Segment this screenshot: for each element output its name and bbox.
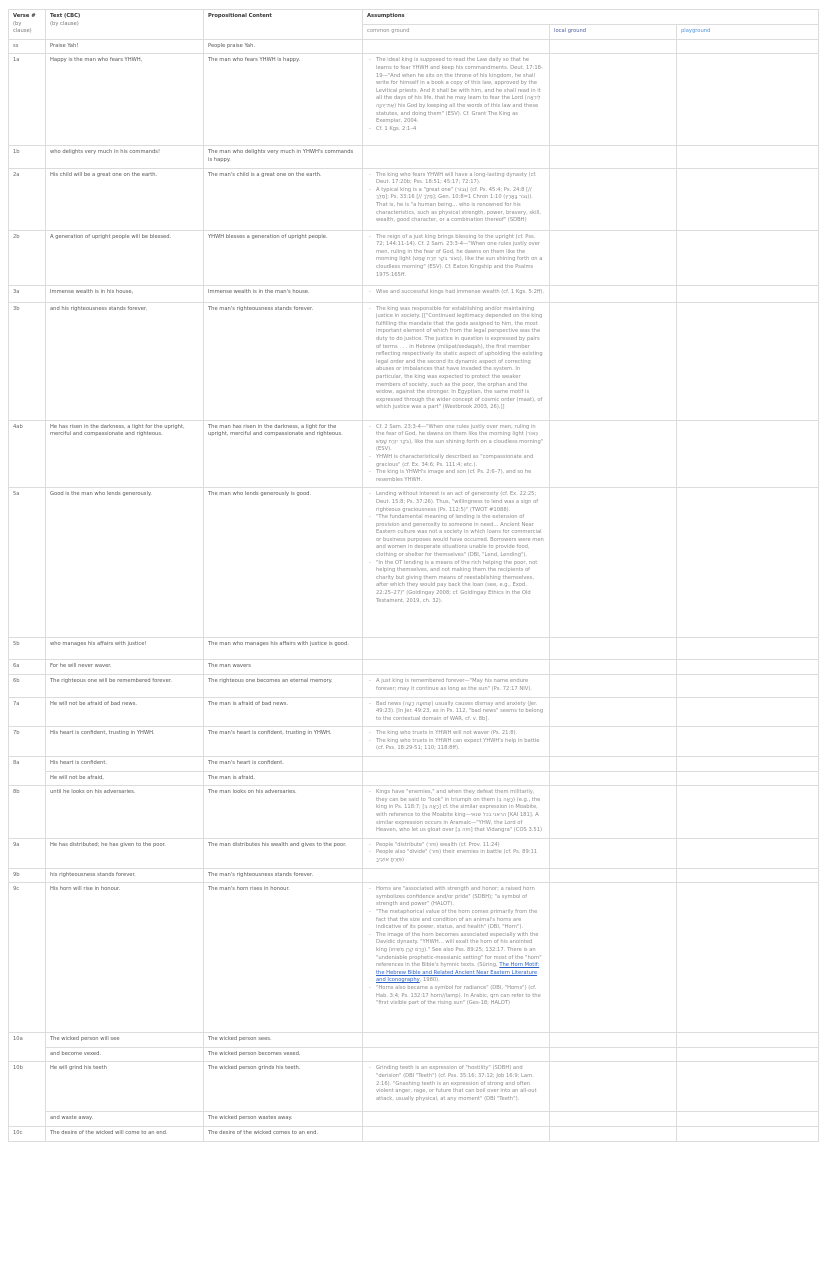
table-row — [9, 1062, 819, 1112]
common-ground-cell — [363, 168, 550, 230]
local-ground-cell[interactable] — [550, 1126, 677, 1141]
table-row — [9, 757, 819, 772]
assumption-text: Lending without interest is an act of generosity (cf. Ex. 22:25; Deut. 15:8; Ps. 37:26). Thus, "willingness to lend was a sign of righteous graciousness (Ps. 112:5)" (TWOT #1088). — [376, 491, 539, 513]
table-row — [9, 1126, 819, 1141]
table-row — [9, 420, 819, 488]
text-cell: His child will be a great one on the earth. — [46, 168, 204, 230]
text-cell: Praise Yah! — [46, 39, 204, 54]
propositional-cell: The man has risen in the darkness, a light for the upright, merciful and compassionate and righteous. — [204, 420, 363, 488]
table-row — [9, 1033, 819, 1048]
propositional-cell: The man's righteousness stands forever. — [204, 868, 363, 883]
header-text: Text (CBC) (by clause) — [46, 10, 204, 40]
table-row — [9, 1112, 819, 1127]
table-row — [9, 675, 819, 697]
playground-cell[interactable] — [677, 1062, 819, 1112]
table-row — [9, 39, 819, 54]
text-cell: He will not be afraid of bad news. — [46, 697, 204, 727]
text-cell: His heart is confident. — [46, 757, 204, 772]
playground-cell[interactable] — [677, 638, 819, 660]
assumption-item — [376, 730, 545, 738]
table-row — [9, 302, 819, 420]
assumption-item — [376, 678, 545, 693]
header-playground[interactable]: playground — [677, 24, 819, 39]
propositional-cell: The man is afraid of bad news. — [204, 697, 363, 727]
local-ground-cell[interactable] — [550, 285, 677, 302]
assumption-item — [376, 424, 545, 454]
text-cell: Immense wealth is in his house, — [46, 285, 204, 302]
assumption-text: A just king is remembered forever—"May his name endure forever; may it continue as long as the sun" (Ps. 72:17 NIV). — [376, 678, 532, 692]
text-cell: For he will never waver. — [46, 660, 204, 675]
assumption-item — [376, 126, 545, 134]
common-ground-cell — [363, 868, 550, 883]
text-cell: His heart is confident, trusting in YHWH. — [46, 727, 204, 757]
assumption-list — [367, 789, 545, 835]
local-ground-cell[interactable] — [550, 54, 677, 146]
verse-cell: 5b — [9, 638, 46, 660]
common-ground-cell — [363, 230, 550, 285]
playground-cell[interactable] — [677, 54, 819, 146]
assumption-item — [376, 909, 545, 932]
table-row — [9, 638, 819, 660]
local-ground-cell[interactable] — [550, 420, 677, 488]
reference-link[interactable]: The Horn Motif: the Hebrew Bible and Related Ancient Near Eastern Literature and Iconography — [376, 962, 540, 984]
common-ground-cell — [363, 54, 550, 146]
common-ground-cell — [363, 302, 550, 420]
common-ground-cell — [363, 420, 550, 488]
propositional-cell: The man's heart is confident, trusting in YHWH. — [204, 727, 363, 757]
propositional-cell: Immense wealth is in the man's house. — [204, 285, 363, 302]
text-cell: who manages his affairs with justice! — [46, 638, 204, 660]
assumption-text: The king who trusts in YHWH will not waver (Ps. 21:8). — [376, 730, 518, 737]
assumption-text: The reign of a just king brings blessing to the upright (cf. Pss. 72; 144:11-14). Cf. 2 Sam. 23:3-4—"When one rules justly over men, ruling in the fear of God, he dawns on them like the morning light (כְּאוֹר בֹּקֶר יִזְרַח שָׁמֶשׁ), like the sun shining forth on a cloudless morning" (ESV). Cf. Eaton Kingship and the Psalms 1975:165ff. — [376, 233, 543, 278]
common-ground-cell — [363, 1126, 550, 1141]
assumption-text: "The fundamental meaning of lending is the extension of provision and generosity to someone in need… Ancient Near Eastern culture was not a society in which loans for commercial or business purposes would have occurred. Borrowers were men and women in desperate situations unable to provide food, clothing or shelter for themselves" (DBI, "Lend, Lending"). — [376, 514, 544, 559]
table-row — [9, 146, 819, 168]
propositional-cell: The man looks on his adversaries. — [204, 786, 363, 839]
playground-cell[interactable] — [677, 1112, 819, 1127]
text-cell: The righteous one will be remembered forever. — [46, 675, 204, 697]
playground-cell[interactable] — [677, 883, 819, 1033]
text-cell: The desire of the wicked will come to an end. — [46, 1126, 204, 1141]
text-cell: until he looks on his adversaries. — [46, 786, 204, 839]
playground-cell[interactable] — [677, 786, 819, 839]
verse-cell: 7b — [9, 727, 46, 757]
verse-cell: 9a — [9, 838, 46, 868]
local-ground-cell[interactable] — [550, 1112, 677, 1127]
local-ground-cell[interactable] — [550, 868, 677, 883]
assumption-list — [367, 842, 545, 865]
verse-cell: 6a — [9, 660, 46, 675]
assumption-text: The king who trusts in YHWH can expect YHWH's help in battle (cf. Pss. 18:29-51; 110; 118:8ff). — [376, 737, 540, 752]
verse-cell: 10b — [9, 1062, 46, 1127]
common-ground-cell — [363, 697, 550, 727]
local-ground-cell[interactable] — [550, 1033, 677, 1048]
propositional-cell: The man who manages his affairs with justice is good. — [204, 638, 363, 660]
assumption-text: "In the OT lending is a means of the rich helping the poor, not helping themselves, and not making them the recipients of charity but giving them means of reestablishing themselves, after which they would pay back the loan (see, e.g., Exod. 22:25–27)" (Goldingay 2008; cf. Goldingay Ethics in the Old Testament, 2019, ch. 32). — [376, 559, 538, 604]
assumption-list — [367, 886, 545, 1008]
propositional-cell: The man who lends generously is good. — [204, 488, 363, 638]
common-ground-cell — [363, 838, 550, 868]
assumption-list — [367, 701, 545, 724]
assumption-item — [376, 57, 545, 125]
local-ground-cell[interactable] — [550, 1047, 677, 1062]
verse-cell: 7a — [9, 697, 46, 727]
table-row — [9, 697, 819, 727]
assumption-item — [376, 306, 545, 412]
text-cell: Happy is the man who fears YHWH, — [46, 54, 204, 146]
verse-cell: 1b — [9, 146, 46, 168]
local-ground-cell[interactable] — [550, 786, 677, 839]
common-ground-cell — [363, 488, 550, 638]
local-ground-cell[interactable] — [550, 230, 677, 285]
assumption-list — [367, 172, 545, 225]
header-text-sub: (by clause) — [50, 20, 79, 27]
verse-cell: 10c — [9, 1126, 46, 1141]
text-cell: He will grind his teeth — [46, 1062, 204, 1112]
verse-cell: 3a — [9, 285, 46, 302]
local-ground-cell[interactable] — [550, 771, 677, 786]
common-ground-cell — [363, 883, 550, 1033]
assumption-item — [376, 560, 545, 606]
verse-cell: 3b — [9, 302, 46, 420]
assumption-text: Cf. 1 Kgs. 2:1–4 — [376, 125, 417, 132]
assumption-item — [376, 886, 545, 909]
propositional-cell: The man's righteousness stands forever. — [204, 302, 363, 420]
text-cell: who delights very much in his commands! — [46, 146, 204, 168]
verse-cell: 4ab — [9, 420, 46, 488]
assumption-item — [376, 842, 545, 850]
propositional-cell: The man is afraid. — [204, 771, 363, 786]
playground-cell[interactable] — [677, 675, 819, 697]
table-row — [9, 285, 819, 302]
common-ground-cell — [363, 146, 550, 168]
local-ground-cell[interactable] — [550, 757, 677, 772]
propositional-cell: The man wavers — [204, 660, 363, 675]
assumption-item — [376, 1065, 545, 1103]
propositional-cell: The man's horn rises in honour. — [204, 883, 363, 1033]
assumption-text: Horns are "associated with strength and honor; a raised horn symbolizes confidence and/or pride" (SDBH); "a symbol of strength and power" (HALOT). — [376, 886, 535, 908]
verse-cell: 8b — [9, 786, 46, 839]
text-cell: He has distributed; he has given to the poor. — [46, 838, 204, 868]
assumption-text: Grinding teeth is an expression of "hostility" (SDBH) and "derision" (DBI "Teeth") (cf. Pss. 35:16; 37:12; Job 16:9; Lam. 2:16). "Gnashing teeth is an expression of strong and often violent anger, rage, or future that can boil over into an all-out attack, usually physical, at any moment" (DBI "Teeth"). — [376, 1065, 537, 1102]
playground-cell[interactable] — [677, 727, 819, 757]
propositional-cell: The man's heart is confident. — [204, 757, 363, 772]
assumption-item — [376, 187, 545, 225]
local-ground-cell[interactable] — [550, 39, 677, 54]
propositional-cell: The man who fears YHWH is happy. — [204, 54, 363, 146]
text-cell: Good is the man who lends generously. — [46, 488, 204, 638]
propositional-cell: People praise Yah. — [204, 39, 363, 54]
assumption-text: People "distribute" (פזר) wealth (cf. Prov. 11:24) — [376, 841, 500, 848]
assumption-item — [376, 701, 545, 724]
propositional-cell: The wicked person sees. — [204, 1033, 363, 1048]
local-ground-cell[interactable] — [550, 488, 677, 638]
assumption-item — [376, 849, 545, 864]
assumption-item — [376, 491, 545, 514]
playground-cell[interactable] — [677, 302, 819, 420]
local-ground-cell[interactable] — [550, 838, 677, 868]
verse-cell: 9c — [9, 883, 46, 1033]
playground-cell[interactable] — [677, 771, 819, 786]
header-common-ground: common ground — [363, 24, 550, 39]
local-ground-cell[interactable] — [550, 697, 677, 727]
assumption-item — [376, 985, 545, 1008]
table-row — [9, 660, 819, 675]
assumption-item — [376, 172, 545, 187]
assumptions-table — [8, 9, 819, 1142]
header-verse: Verse # (by clause) — [9, 10, 46, 40]
text-cell: He will not be afraid, — [46, 771, 204, 786]
propositional-cell: The man who delights very much in YHWH's commands is happy. — [204, 146, 363, 168]
common-ground-cell — [363, 285, 550, 302]
playground-cell[interactable] — [677, 146, 819, 168]
playground-cell[interactable] — [677, 697, 819, 727]
playground-cell[interactable] — [677, 1047, 819, 1062]
local-ground-cell[interactable] — [550, 675, 677, 697]
text-cell: and his righteousness stands forever. — [46, 302, 204, 420]
assumption-list — [367, 678, 545, 693]
header-assumptions: Assumptions — [363, 10, 819, 25]
text-cell: A generation of upright people will be blessed. — [46, 230, 204, 285]
playground-cell[interactable] — [677, 285, 819, 302]
assumption-item — [376, 234, 545, 280]
propositional-cell: The wicked person wastes away. — [204, 1112, 363, 1127]
assumption-text: Cf. 2 Sam. 23:3-4—"When one rules justly over men, ruling in the fear of God, he dawns on them like the morning light (כְּאוֹר בֹּקֶר יִזְרַח שָׁמֶשׁ), like the sun shining forth on a cloudless morning" (ESV). — [376, 423, 544, 453]
verse-cell: 2b — [9, 230, 46, 285]
propositional-cell: The wicked person grinds his teeth. — [204, 1062, 363, 1112]
playground-cell[interactable] — [677, 420, 819, 488]
playground-cell[interactable] — [677, 660, 819, 675]
assumption-list — [367, 57, 545, 133]
assumption-text: The king is YHWH's image and son (cf. Ps. 2:6–7), and so he resembles YHWH. — [376, 469, 532, 483]
text-cell: and waste away. — [46, 1112, 204, 1127]
verse-cell: 5a — [9, 488, 46, 638]
local-ground-cell[interactable] — [550, 727, 677, 757]
local-ground-cell[interactable] — [550, 146, 677, 168]
assumption-item — [376, 789, 545, 835]
local-ground-cell[interactable] — [550, 660, 677, 675]
reference-suffix: , 1980). — [419, 977, 440, 984]
propositional-cell: The wicked person becomes vexed. — [204, 1047, 363, 1062]
assumption-text: The king who fears YHWH will have a long-lasting dynasty (cf. Deut. 17:20b; Pss. 18:51; 45:17; 72:17). — [376, 171, 537, 186]
assumption-list — [367, 424, 545, 485]
assumption-item — [376, 289, 545, 297]
verse-cell: 10a — [9, 1033, 46, 1062]
table-row — [9, 488, 819, 638]
common-ground-cell — [363, 1047, 550, 1062]
table-row — [9, 1047, 819, 1062]
assumption-list — [367, 306, 545, 412]
assumption-text: YHWH is characteristically described as "compassionate and gracious" (cf. Ex. 34:6; Ps. 111:4; etc.). — [376, 453, 534, 468]
common-ground-cell — [363, 39, 550, 54]
table-row — [9, 168, 819, 230]
verse-cell: 8a — [9, 757, 46, 786]
assumption-text: Kings have "enemies," and when they defeat them militarily, they can be said to "look" in triumph on them (רָאָה בְּ) (e.g., the king in Ps. 118:7; [רָאָה בְּ] cf. the similar expression in Moabite, with reference to the Moabite king—הראני בכל שנאי [KAI 181]. A similar expression occurs in Aramaic—"YHW, the Lord of Heaven, who let us gloat over [חזה בְּ] that Vidangra" (COS 3.51) — [376, 789, 543, 834]
verse-cell: 9b — [9, 868, 46, 883]
assumption-text: Bad news (שְׁמוּעָה רָעָה) usually causes dismay and anxiety (Jer. 49:23). [In Jer. 49:23, as in Ps. 112, "bad news" seems to belong to the contextual domain of WAR, cf. v. 8b]. — [376, 700, 544, 722]
text-cell: and become vexed. — [46, 1047, 204, 1062]
assumption-list — [367, 234, 545, 280]
assumption-list — [367, 289, 545, 297]
assumption-item — [376, 454, 545, 469]
assumption-text: The image of the horn becomes associated especially with the Davidic dynasty. "YHWH… will exalt the horn of his anointed king (וְיָרֵם קֶרֶן מְשִׁיחוֹ)." See also Pss. 89:25; 132:17. There is an "undeniable prophetic-messianic setting" for most of the "horn" references in the Bible's hymnic texts. (Süring, — [376, 931, 542, 969]
local-ground-cell[interactable] — [550, 883, 677, 1033]
assumption-list — [367, 1065, 545, 1103]
common-ground-cell — [363, 786, 550, 839]
propositional-cell: The man distributes his wealth and gives to the poor. — [204, 838, 363, 868]
assumption-item — [376, 738, 545, 753]
assumption-list — [367, 730, 545, 753]
assumption-text: People also "divide" (פזר) their enemies in battle (cf. Ps. 89:11 פִּזַּרְתָּ אוֹיְבֶיךָ) — [376, 849, 538, 863]
table-row — [9, 868, 819, 883]
common-ground-cell — [363, 757, 550, 772]
common-ground-cell — [363, 638, 550, 660]
assumption-item — [376, 469, 545, 484]
assumption-text: Wise and successful kings had immense wealth (cf. 1 Kgs. 5:2ff). — [376, 288, 545, 295]
text-cell: He has risen in the darkness, a light for the upright, merciful and compassionate and righteous. — [46, 420, 204, 488]
local-ground-cell[interactable] — [550, 638, 677, 660]
playground-cell[interactable] — [677, 1033, 819, 1048]
local-ground-cell[interactable] — [550, 302, 677, 420]
assumption-text: The king was responsible for establishing and/or maintaining justice in society. [["Continued legitimacy depended on the king fulfilling the mandate that the gods assigned to him, the most important element of which from the legal perspective was the duty to do justice. The justice in question is expressed by pairs of terms . . . in Hebrew (mišpat/sedaqah), the first member reflecting respectively its static aspect of upholding the existing legal order and the second its dynamic aspect of correcting abuses or imbalances that have invaded the system. In particular, the king was expected to protect the weaker members of society, such as the poor, the orphan and the widow, against the stronger. In Egyptian, the same motif is expressed through the wider concept of cosmic order (maat), of which justice was a part" (Westbrook 2003, 26).]] — [376, 305, 543, 411]
playground-cell[interactable] — [677, 488, 819, 638]
header-propositional-content: Propositional Content — [204, 10, 363, 40]
propositional-cell: The man's child is a great one on the earth. — [204, 168, 363, 230]
verse-cell: 6b — [9, 675, 46, 697]
common-ground-cell — [363, 1062, 550, 1112]
playground-cell[interactable] — [677, 168, 819, 230]
text-cell: His horn will rise in honour. — [46, 883, 204, 1033]
table-row — [9, 838, 819, 868]
common-ground-cell — [363, 660, 550, 675]
table-row — [9, 230, 819, 285]
verse-cell: ss — [9, 39, 46, 54]
table-row — [9, 883, 819, 1033]
common-ground-cell — [363, 675, 550, 697]
assumption-text: "Horns also became a symbol for radiance" (DBI, "Horns") (cf. Hab. 3:4; Ps. 132:17 horn//lamp). In Arabic, qrn can refer to the "first visible part of the rising sun" (Ges-18; HALOT) — [376, 984, 541, 1007]
propositional-cell: The desire of the wicked comes to an end. — [204, 1126, 363, 1141]
playground-cell[interactable] — [677, 1126, 819, 1141]
propositional-cell: The righteous one becomes an eternal memory. — [204, 675, 363, 697]
text-cell: The wicked person will see — [46, 1033, 204, 1048]
header-local-ground[interactable]: local ground — [550, 24, 677, 39]
common-ground-cell — [363, 1112, 550, 1127]
local-ground-cell[interactable] — [550, 1062, 677, 1112]
playground-cell[interactable] — [677, 757, 819, 772]
playground-cell[interactable] — [677, 39, 819, 54]
common-ground-cell — [363, 727, 550, 757]
common-ground-cell — [363, 1033, 550, 1048]
header-verse-sub: (by clause) — [13, 20, 32, 35]
table-row — [9, 727, 819, 757]
assumption-item — [376, 932, 545, 985]
propositional-cell: YHWH blesses a generation of upright people. — [204, 230, 363, 285]
assumption-item — [376, 514, 545, 560]
assumption-text: The ideal king is supposed to read the Law daily so that he learns to fear YHWH and keep his commandments. Deut. 17:18-19—"And when he sits on the throne of his kingdom, he shall write for himself in a book a copy of this law, approved by the Levitical priests. And it shall be with him, and he shall read in it all the days of his life, that he may learn to fear the Lord (לְיִרְאָה אֶת־יְהוָה) his God by keeping all the words of this law and these statutes, and doing them" (ESV). Cf. Grant The King as Exemplar, 2004. — [376, 57, 543, 125]
assumption-text: "The metaphorical value of the horn comes primarily from the fact that the size and condition of an animal's horns are indicative of its power, status, and health" (DBI, "Horn"). — [376, 908, 538, 931]
text-cell: his righteousness stands forever. — [46, 868, 204, 883]
playground-cell[interactable] — [677, 868, 819, 883]
assumption-text: A typical king is a "great one" (גִּבּוֹר) (cf. Ps. 45:4; Ps. 24:8 [// מֶלֶךְ]; Ps. 33:16 [// מֶלֶךְ]; Gen. 10:8=1 Chron 1:10 (גִּבֹּר בָּאָרֶץ)). That is, he is "a human being… who is renowned for his characteristics, such as physical strength, power, bravery, skill, wealth, good character, or a combination thereof" (SDBH) — [376, 186, 542, 224]
playground-cell[interactable] — [677, 838, 819, 868]
verse-cell: 1a — [9, 54, 46, 146]
common-ground-cell — [363, 771, 550, 786]
table-row — [9, 771, 819, 786]
local-ground-cell[interactable] — [550, 168, 677, 230]
table-row — [9, 54, 819, 146]
playground-cell[interactable] — [677, 230, 819, 285]
verse-cell: 2a — [9, 168, 46, 230]
table-row — [9, 786, 819, 839]
assumption-list — [367, 491, 545, 605]
table-body — [9, 39, 819, 1141]
